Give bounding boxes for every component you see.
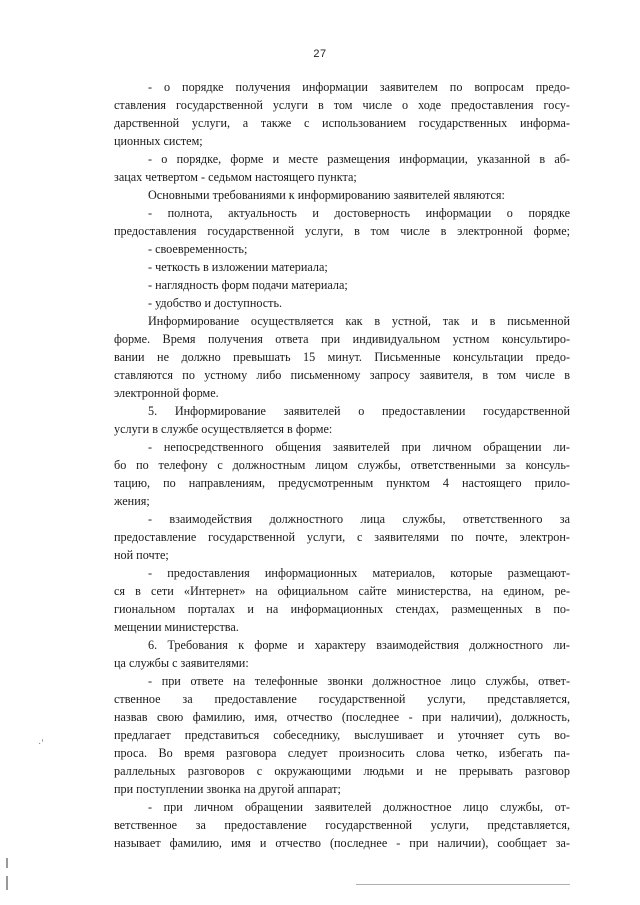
text-line: форме. Время получения ответа при индивидуальном устном консультиро- — [114, 332, 570, 346]
text-line: жения; — [114, 494, 150, 508]
document-body — [114, 78, 570, 852]
text-line: - при ответе на телефонные звонки должностное лицо службы, ответ- — [148, 674, 570, 688]
text-line: бо по телефону с должностным лицом службы, ответственными за консуль- — [114, 458, 570, 472]
text-line: ся в сети «Интернет» на официальном сайте министерства, на едином, ре- — [114, 584, 570, 598]
text-line: электронной форме. — [114, 386, 219, 400]
text-line: вании не должно превышать 15 минут. Письменные консультации предо- — [114, 350, 570, 364]
text-line: - непосредственного общения заявителей при личном обращении ли- — [148, 440, 570, 454]
text-line: проса. Во время разговора следует произносить слова четко, избегать па- — [114, 746, 570, 760]
text-line: ционных систем; — [114, 134, 203, 148]
text-line: - о порядке получения информации заявителем по вопросам предо- — [148, 80, 570, 94]
text-line: ставления государственной услуги в том числе о ходе предоставления госу- — [114, 98, 570, 112]
text-line: предоставления государственной услуги, в том числе в электронной форме; — [114, 224, 570, 238]
text-line: ветственное за предоставление государственной услуги, представляется, — [114, 818, 570, 832]
text-line: предлагает представиться собеседнику, выслушивает и уточняет суть во- — [114, 728, 570, 742]
text-line: - удобство и доступность. — [148, 296, 283, 310]
text-line: ственное за предоставление государственной услуги, представляется, — [114, 692, 570, 706]
text-line: мещении министерства. — [114, 620, 239, 634]
text-line: - при личном обращении заявителей должностное лицо службы, от- — [148, 800, 570, 814]
text-line: ца службы с заявителями: — [114, 656, 249, 670]
text-line: ной почте; — [114, 548, 169, 562]
text-line: - наглядность форм подачи материала; — [148, 278, 348, 292]
text-line: услуги в службе осуществляется в форме: — [114, 422, 333, 436]
text-line: тацию, по направлениям, предусмотренным пунктом 4 настоящего прило- — [114, 476, 570, 490]
text-line: называет фамилию, имя и отчество (последнее - при наличии), сообщает за- — [114, 836, 570, 850]
text-line: - полнота, актуальность и достоверность информации о порядке — [148, 206, 570, 220]
text-line: Информирование осуществляется как в устной, так и в письменной — [148, 314, 570, 328]
footer-rule — [356, 884, 570, 885]
text-line: предоставление государственной услуги, с заявителями по почте, электрон- — [114, 530, 570, 544]
text-line: - четкость в изложении материала; — [148, 260, 328, 274]
text-line: Основными требованиями к информированию заявителей являются: — [148, 188, 505, 202]
text-line: назвав свою фамилию, имя, отчество (последнее - при наличии), должность, — [114, 710, 570, 724]
text-line: ставляются по устному либо письменному запросу заявителя, в том числе в — [114, 368, 570, 382]
text-line: - о порядке, форме и месте размещения информации, указанной в аб- — [148, 152, 570, 166]
page-number: 27 — [313, 48, 327, 60]
text-line: - предоставления информационных материалов, которые размещают- — [148, 566, 570, 580]
scan-edge-speck — [6, 876, 8, 890]
text-line: - взаимодействия должностного лица службы, ответственного за — [148, 512, 570, 526]
text-line: 6. Требования к форме и характеру взаимодействия должностного ли- — [148, 638, 570, 652]
text-line: зацах четвертом - седьмом настоящего пункта; — [114, 170, 357, 184]
text-line: дарственной услуги, а также с использованием государственных информа- — [114, 116, 570, 130]
text-line: при поступлении звонка на другой аппарат; — [114, 782, 341, 796]
text-line: раллельных разговоров с окружающими людьми и не прерывать разговор — [114, 764, 570, 778]
scan-edge-speck — [6, 858, 8, 868]
text-line: 5. Информирование заявителей о предоставлении государственной — [148, 404, 570, 418]
text-line: гиональном порталах и на информационных стендах, размещенных в по- — [114, 602, 570, 616]
text-line: - своевременность; — [148, 242, 248, 256]
margin-mark: ·‘ — [38, 738, 44, 749]
